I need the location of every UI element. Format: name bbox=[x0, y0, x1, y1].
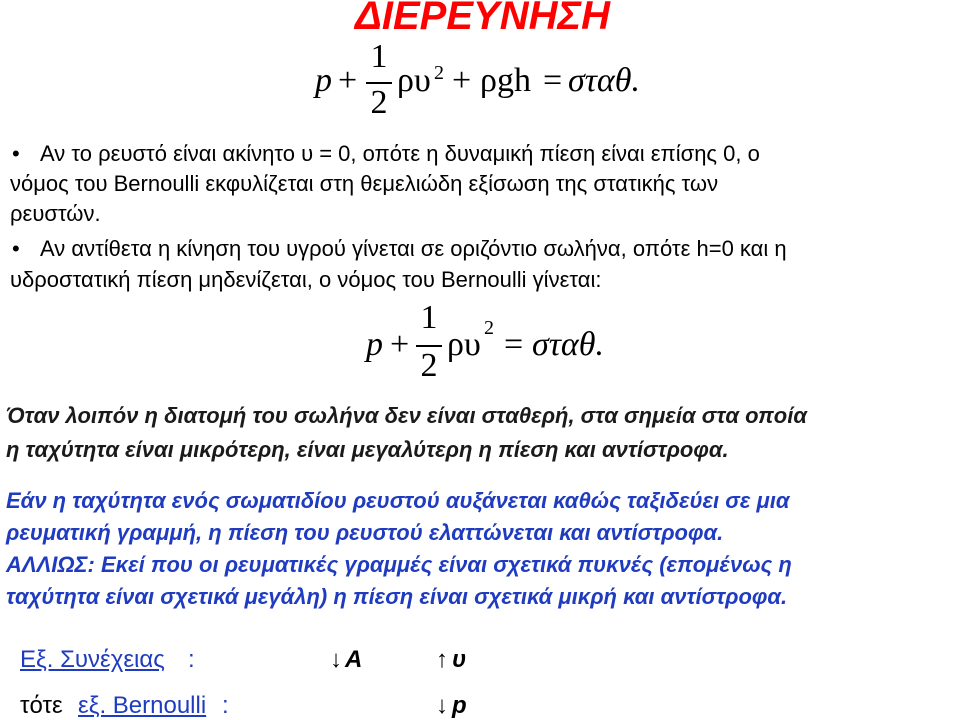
eq2-rhs: σταθ. bbox=[532, 326, 604, 363]
conclusion-line-2: η ταχύτητα είναι μικρότερη, είναι μεγαλύτερη η πίεση και αντίστροφα. bbox=[6, 437, 729, 462]
eq1-plus-2: + bbox=[452, 62, 472, 99]
pressure-symbol: p bbox=[452, 692, 467, 719]
eq1-exponent: 2 bbox=[434, 62, 444, 84]
streamline-line-3: ΑΛΛΙΩΣ: Εκεί που οι ρευματικές γραμμές είναι σχετικά πυκνές (επομένως η bbox=[6, 552, 792, 577]
bullet-2-line-1: Αν αντίθετα η κίνηση του υγρού γίνεται σε οριζόντιο σωλήνα, οπότε h=0 και η bbox=[40, 236, 787, 261]
eq2-p: p bbox=[366, 326, 383, 363]
bernoulli-label: εξ. Bernoulli bbox=[78, 692, 207, 719]
bullet-1-line-2: νόμος του Bernoulli εκφυλίζεται στη θεμελιώδη εξίσωση της στατικής των bbox=[10, 171, 719, 196]
eq1-equals: = bbox=[543, 62, 563, 99]
eq1-rhs: σταθ. bbox=[568, 62, 640, 99]
bullet-1-line-3: ρευστών. bbox=[10, 201, 101, 226]
then-prefix: τότε bbox=[20, 692, 63, 719]
page-title: ΔΙΕΡΕΥΝΗΣΗ bbox=[355, 0, 610, 38]
eq1-numerator: 1 bbox=[370, 38, 388, 75]
eq2-numerator: 1 bbox=[420, 299, 438, 336]
streamline-line-1: Εάν η ταχύτητα ενός σωματιδίου ρευστού αυξάνεται καθώς ταξιδεύει σε μια bbox=[6, 488, 790, 513]
eq2-denominator: 2 bbox=[420, 347, 438, 384]
arrow-down-icon: ↓ bbox=[436, 692, 448, 719]
bullet-dot: • bbox=[12, 236, 20, 261]
conclusion-line-1: Όταν λοιπόν η διατομή του σωλήνα δεν είναι σταθερή, στα σημεία στα οποία bbox=[6, 403, 807, 428]
bullet-dot: • bbox=[12, 141, 20, 166]
eq2-rho-u: ρυ bbox=[447, 326, 481, 363]
bullet-2-line-2: υδροστατική πίεση μηδενίζεται, ο νόμος του Bernoulli γίνεται: bbox=[10, 267, 602, 292]
streamline-line-4: ταχύτητα είναι σχετικά μεγάλη) η πίεση είναι σχετικά μικρή και αντίστροφα. bbox=[6, 584, 788, 609]
eq2-plus: + bbox=[390, 326, 410, 363]
eq1-rho-u: ρυ bbox=[397, 62, 431, 99]
bernoulli-colon: : bbox=[222, 692, 229, 719]
continuity-label: Εξ. Συνέχειας bbox=[20, 646, 165, 673]
eq2-equals: = bbox=[504, 326, 524, 363]
eq2-exponent: 2 bbox=[484, 317, 494, 339]
bullet-1-line-1: Αν το ρευστό είναι ακίνητο υ = 0, οπότε η δυναμική πίεση είναι επίσης 0, ο bbox=[40, 141, 760, 166]
eq1-p: p bbox=[315, 62, 332, 99]
continuity-colon: : bbox=[188, 646, 195, 673]
eq1-plus: + bbox=[338, 62, 358, 99]
streamline-line-2: ρευματική γραμμή, η πίεση του ρευστού ελαττώνεται και αντίστροφα. bbox=[6, 520, 724, 545]
arrow-down-icon: ↓ bbox=[330, 646, 342, 673]
eq1-rgh: ρgh bbox=[480, 62, 531, 99]
velocity-symbol: υ bbox=[452, 646, 467, 673]
arrow-up-icon: ↑ bbox=[436, 646, 448, 673]
eq1-denominator: 2 bbox=[370, 84, 388, 121]
area-symbol: A bbox=[345, 646, 363, 673]
